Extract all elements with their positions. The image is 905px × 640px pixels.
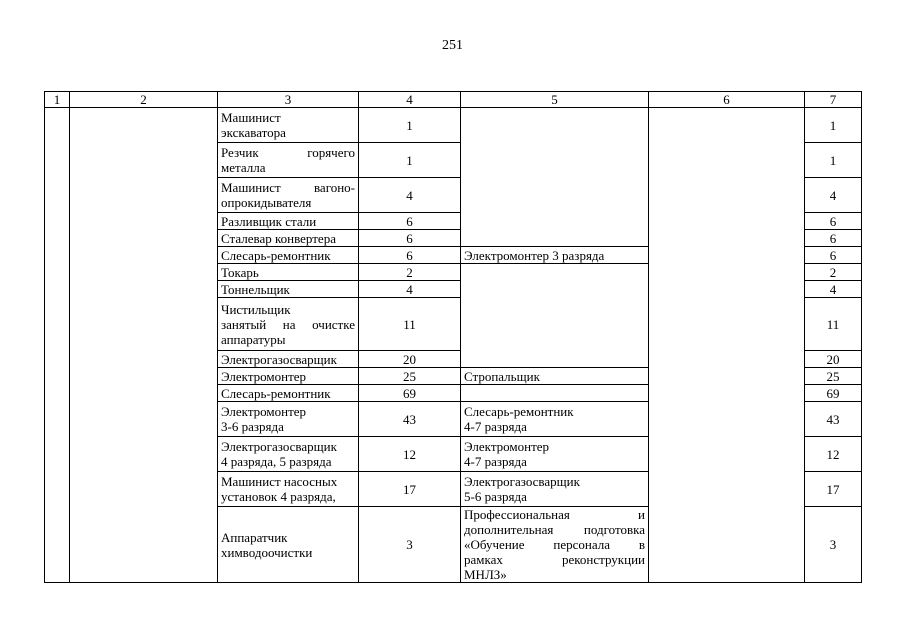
- retraining-cell: Стропальщик: [461, 368, 649, 385]
- profession-line: Электромонтер: [221, 404, 307, 419]
- header-row: [45, 92, 862, 108]
- total-cell: 4: [805, 178, 862, 213]
- count-cell: 6: [359, 230, 461, 247]
- total-cell: 2: [805, 264, 862, 281]
- profession-cell: [218, 108, 359, 143]
- header-cell: 3: [218, 92, 359, 108]
- count-cell: 12: [359, 437, 461, 472]
- profession-line: 3-6 разряда: [221, 419, 284, 434]
- count-cell: 3: [359, 507, 461, 583]
- retraining-line: «Обучение персонала в: [464, 537, 645, 552]
- header-cell: 7: [805, 92, 862, 108]
- retraining-line: 5-6 разряда: [464, 489, 527, 504]
- total-cell: 25: [805, 368, 862, 385]
- profession-cell: Слесарь-ремонтник: [218, 385, 359, 402]
- retraining-line: Электромонтер: [464, 439, 550, 454]
- total-cell: 6: [805, 247, 862, 264]
- profession-line: Машинист насосных: [221, 474, 338, 489]
- retraining-line: Слесарь-ремонтник: [464, 404, 574, 419]
- retraining-cell: Электромонтер 3 разряда: [461, 247, 649, 264]
- profession-cell: [218, 437, 359, 472]
- count-cell: 1: [359, 108, 461, 143]
- profession-line: 4 разряда, 5 разряда: [221, 454, 332, 469]
- count-cell: 6: [359, 213, 461, 230]
- header-cell: 4: [359, 92, 461, 108]
- retraining-line: рамках реконструкции: [464, 552, 645, 567]
- retraining-line: Профессиональная и: [464, 507, 645, 522]
- count-cell: 1: [359, 143, 461, 178]
- profession-line: химводоочистки: [221, 544, 313, 560]
- profession-cell: [218, 507, 359, 583]
- total-cell: 4: [805, 281, 862, 298]
- staff-table: [44, 91, 862, 583]
- profession-line: Машинист вагоно-: [221, 180, 355, 195]
- count-cell: 25: [359, 368, 461, 385]
- total-cell: 1: [805, 108, 862, 143]
- total-cell: 17: [805, 472, 862, 507]
- profession-line: Машинист: [221, 110, 281, 125]
- profession-cell: Слесарь-ремонтник: [218, 247, 359, 264]
- profession-cell: [218, 178, 359, 213]
- total-cell: 43: [805, 402, 862, 437]
- count-cell: 69: [359, 385, 461, 402]
- retraining-line: МНЛЗ»: [464, 567, 507, 582]
- profession-line: занятый на очистке: [221, 316, 355, 332]
- profession-line: опрокидывателя: [221, 195, 312, 210]
- retraining-cell: [461, 472, 649, 507]
- col5-empty-cell: [461, 264, 649, 368]
- retraining-line: дополнительная подготовка: [464, 522, 645, 537]
- profession-line: Электрогазосварщик: [221, 439, 337, 454]
- count-cell: 4: [359, 281, 461, 298]
- profession-cell: Электромонтер: [218, 368, 359, 385]
- profession-cell: Электрогазосварщик: [218, 351, 359, 368]
- col2-cell: [70, 108, 218, 583]
- profession-cell: Сталевар конвертера: [218, 230, 359, 247]
- retraining-cell: [461, 437, 649, 472]
- total-cell: 69: [805, 385, 862, 402]
- count-cell: 2: [359, 264, 461, 281]
- profession-line: металла: [221, 160, 266, 175]
- profession-cell: [218, 402, 359, 437]
- col5-empty-cell: [461, 385, 649, 402]
- retraining-line: Электрогазосварщик: [464, 474, 580, 489]
- retraining-line: 4-7 разряда: [464, 454, 527, 469]
- total-cell: 1: [805, 143, 862, 178]
- total-cell: 3: [805, 507, 862, 583]
- retraining-line: 4-7 разряда: [464, 419, 527, 434]
- profession-cell: Разливщик стали: [218, 213, 359, 230]
- retraining-cell: [461, 402, 649, 437]
- count-cell: 20: [359, 351, 461, 368]
- profession-line: установок 4 разряда,: [221, 489, 336, 504]
- profession-line: аппаратуры: [221, 331, 286, 347]
- count-cell: 4: [359, 178, 461, 213]
- total-cell: 6: [805, 213, 862, 230]
- count-cell: 43: [359, 402, 461, 437]
- header-cell: 5: [461, 92, 649, 108]
- total-cell: 20: [805, 351, 862, 368]
- header-cell: 1: [45, 92, 70, 108]
- header-cell: 2: [70, 92, 218, 108]
- profession-line: Резчик горячего: [221, 145, 355, 160]
- col1-cell: [45, 108, 70, 583]
- profession-cell: Тоннельщик: [218, 281, 359, 298]
- total-cell: 11: [805, 298, 862, 351]
- total-cell: 12: [805, 437, 862, 472]
- col6-cell: [649, 108, 805, 583]
- count-cell: 17: [359, 472, 461, 507]
- training-program-cell: [461, 507, 649, 583]
- page-number: 251: [442, 38, 463, 53]
- total-cell: 6: [805, 230, 862, 247]
- profession-cell: [218, 472, 359, 507]
- profession-line: Аппаратчик: [221, 529, 288, 545]
- profession-cell: [218, 143, 359, 178]
- profession-line: экскаватора: [221, 125, 286, 140]
- profession-cell: [218, 298, 359, 351]
- count-cell: 11: [359, 298, 461, 351]
- table-row: [45, 108, 862, 143]
- col5-empty-cell: [461, 108, 649, 247]
- profession-line: Чистильщик: [221, 301, 291, 317]
- header-cell: 6: [649, 92, 805, 108]
- count-cell: 6: [359, 247, 461, 264]
- profession-cell: Токарь: [218, 264, 359, 281]
